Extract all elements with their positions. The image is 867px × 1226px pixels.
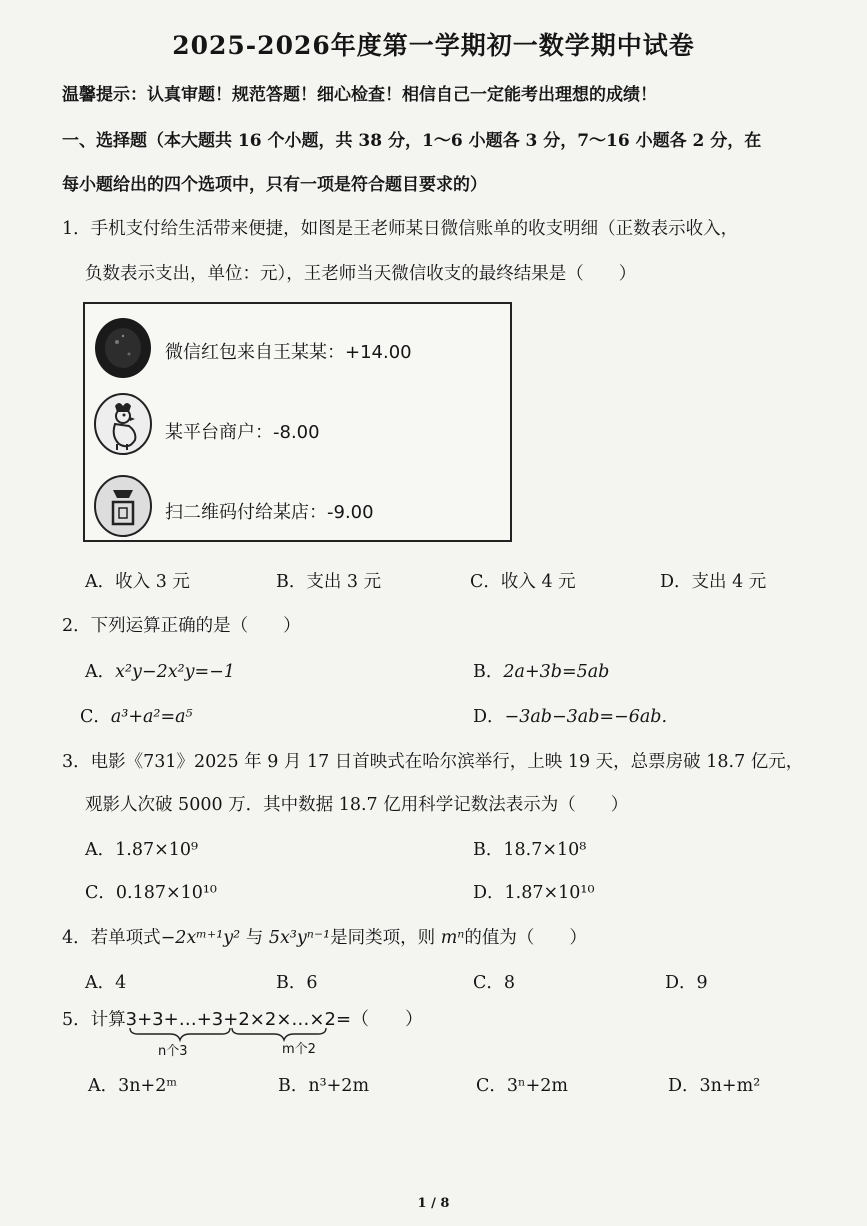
q3-option-c[interactable]: C．0.187×10¹⁰ xyxy=(85,883,217,903)
tip-text: 温馨提示：认真审题！规范答题！细心检查！相信自己一定能考出理想的成绩！ xyxy=(62,85,657,105)
product-brace-label: m个2 xyxy=(282,1042,316,1057)
q5-option-b[interactable]: B．n³+2m xyxy=(278,1076,370,1096)
q1-option-c[interactable]: C．收入 4 元 xyxy=(470,572,576,592)
bill-entry-text: 微信红包来自王某某：+14.00 xyxy=(165,342,412,363)
q5-option-d[interactable]: D．3n+m² xyxy=(668,1076,761,1096)
q4-stem-suffix2: 的值为（ ） xyxy=(464,928,587,948)
q4-stem-mid: 与 xyxy=(245,928,264,948)
section1-heading-line2: 每小题给出的四个选项中，只有一项是符合题目要求的） xyxy=(62,175,487,195)
q4-stem-suffix1: 是同类项，则 xyxy=(330,928,436,948)
q3-stem-line1: 3．电影《731》2025 年 9 月 17 日首映式在哈尔滨举行，上映 19 天，总票房破 18.7 亿元， xyxy=(62,752,804,772)
option-letter: C． xyxy=(80,707,111,727)
option-letter: D． xyxy=(473,707,505,727)
option-expression: 2a+3b=5ab xyxy=(503,662,610,682)
bill-row xyxy=(85,392,514,462)
bill-entry-text: 扫二维码付给某店：-9.00 xyxy=(165,502,374,523)
qr-store-icon xyxy=(93,474,153,538)
q1-option-a[interactable]: A．收入 3 元 xyxy=(85,572,190,592)
q4-option-b[interactable]: B．6 xyxy=(276,973,318,993)
option-expression: −3ab−3ab=−6ab. xyxy=(504,707,668,727)
q2-option-c[interactable] xyxy=(80,703,193,728)
option-letter: A． xyxy=(85,662,116,682)
page-title: 2025-2026年度第一学期初一数学期中试卷 xyxy=(172,31,695,60)
q2-option-d[interactable] xyxy=(473,703,667,728)
q4-term3: mⁿ xyxy=(440,928,465,948)
q2-option-b[interactable] xyxy=(473,658,609,683)
q3-option-a[interactable]: A．1.87×10⁹ xyxy=(85,840,199,860)
option-letter: B． xyxy=(473,662,504,682)
sum-brace-label: n个3 xyxy=(158,1044,188,1059)
page-number: 1 / 8 xyxy=(417,1196,450,1211)
sum-underbrace xyxy=(130,1028,230,1040)
q3-option-d[interactable]: D．1.87×10¹⁰ xyxy=(473,883,595,903)
q5-option-c[interactable]: C．3ⁿ+2m xyxy=(476,1076,568,1096)
q2-option-a[interactable] xyxy=(85,658,235,683)
q4-term1: −2xᵐ⁺¹y² xyxy=(160,928,241,948)
q4-term2: 5x³yⁿ⁻¹ xyxy=(268,928,331,948)
bill-entry-text: 某平台商户：-8.00 xyxy=(165,422,320,443)
bill-row xyxy=(85,312,514,382)
q4-stem-prefix: 4．若单项式 xyxy=(62,928,161,948)
q5-option-a[interactable]: A．3n+2ᵐ xyxy=(88,1076,178,1096)
q2-stem: 2．下列运算正确的是（ ） xyxy=(62,616,301,636)
q5-sum-expression: 3+3+…+3 xyxy=(125,1009,224,1030)
q3-stem-line2: 观影人次破 5000 万．其中数据 18.7 亿用科学记数法表示为（ ） xyxy=(85,795,629,815)
option-expression: x²y−2x²y=−1 xyxy=(115,662,235,682)
bill-row xyxy=(85,472,514,542)
q5-product-expression: 2×2×…×2 xyxy=(238,1009,336,1030)
q1-option-b[interactable]: B．支出 3 元 xyxy=(276,572,382,592)
section1-heading-line1: 一、选择题（本大题共 16 个小题，共 38 分，1～6 小题各 3 分，7～16 小题各 2 分，在 xyxy=(62,131,762,151)
q5-plus: + xyxy=(223,1009,239,1030)
q3-option-b[interactable]: B．18.7×10⁸ xyxy=(473,840,587,860)
q1-stem-line2: 负数表示支出，单位：元），王老师当天微信收支的最终结果是（ ） xyxy=(85,264,637,284)
q4-option-c[interactable]: C．8 xyxy=(473,973,516,993)
rooster-merchant-icon xyxy=(93,392,153,456)
q5-stem-prefix: 5．计算 xyxy=(62,1010,126,1030)
option-expression: a³+a²=a⁵ xyxy=(110,707,193,727)
red-packet-avatar-icon xyxy=(93,316,153,380)
q1-option-d[interactable]: D．支出 4 元 xyxy=(660,572,767,592)
q4-stem xyxy=(62,924,587,949)
q4-option-a[interactable]: A．4 xyxy=(85,973,127,993)
q5-stem-suffix: =（ ） xyxy=(335,1009,424,1030)
q1-stem-line1: 1．手机支付给生活带来便捷，如图是王老师某日微信账单的收支明细（正数表示收入， xyxy=(62,219,739,239)
wechat-bill-figure xyxy=(83,302,512,542)
q4-option-d[interactable]: D．9 xyxy=(665,973,708,993)
